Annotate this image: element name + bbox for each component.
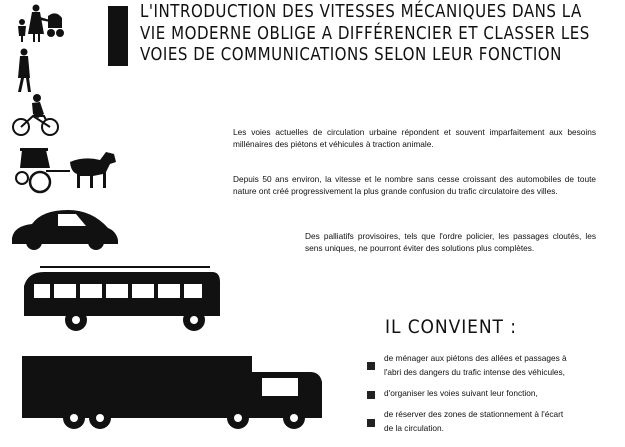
title-bar bbox=[108, 6, 128, 66]
bullet bbox=[367, 362, 375, 370]
bullet bbox=[367, 391, 375, 399]
list-item-line: l'abri des dangers du trafic intense des véhicules, bbox=[384, 366, 565, 377]
page-title bbox=[140, 2, 590, 67]
bus-icon bbox=[24, 266, 220, 331]
walking-woman-icon bbox=[18, 49, 31, 93]
bullet bbox=[367, 419, 375, 427]
cyclist-icon bbox=[13, 94, 58, 135]
title-line: VIE MODERNE OBLIGE A DIFFÉRENCIER ET CLASSER LES bbox=[140, 23, 590, 44]
list-item-line: de réserver des zones de stationnement à l'écart bbox=[384, 409, 564, 419]
paragraph-palliatives: Des palliatifs provisoires, tels que l'ordre policier, les passages cloutés, les sens uniques, ne pourront éviter des solutions plus complètes. bbox=[305, 231, 596, 253]
paragraph-current-roads: Les voies actuelles de circulation urbaine répondent et souvent imparfaitement aux besoins millénaires des piétons et véhicules à traction animale. bbox=[233, 127, 596, 149]
paragraph-traffic-confusion: Depuis 50 ans environ, la vitesse et le nombre sans cesse croissant des automobiles de toute nature ont créé progressivement la plus grande confusion du trafic circulatoire des villes. bbox=[233, 174, 596, 196]
horse-carriage-icon bbox=[16, 148, 116, 192]
truck-icon bbox=[22, 356, 322, 429]
mother-with-pram-icon bbox=[18, 5, 64, 43]
car-icon bbox=[12, 210, 118, 250]
list-item-line: d'organiser les voies suivant leur fonction, bbox=[384, 388, 538, 398]
list-item-line: de la circulation. bbox=[384, 422, 444, 433]
list-item bbox=[384, 387, 538, 401]
list-item bbox=[384, 352, 567, 379]
list-item-line: de ménager aux piétons des allées et passages à bbox=[384, 353, 567, 363]
title-line: VOIES DE COMMUNICATIONS SELON LEUR FONCTION bbox=[140, 45, 562, 65]
title-line: L'INTRODUCTION DES VITESSES MÉCANIQUES DANS LA bbox=[140, 2, 582, 22]
section-heading: IL CONVIENT : bbox=[385, 316, 517, 338]
list-item bbox=[384, 408, 563, 435]
